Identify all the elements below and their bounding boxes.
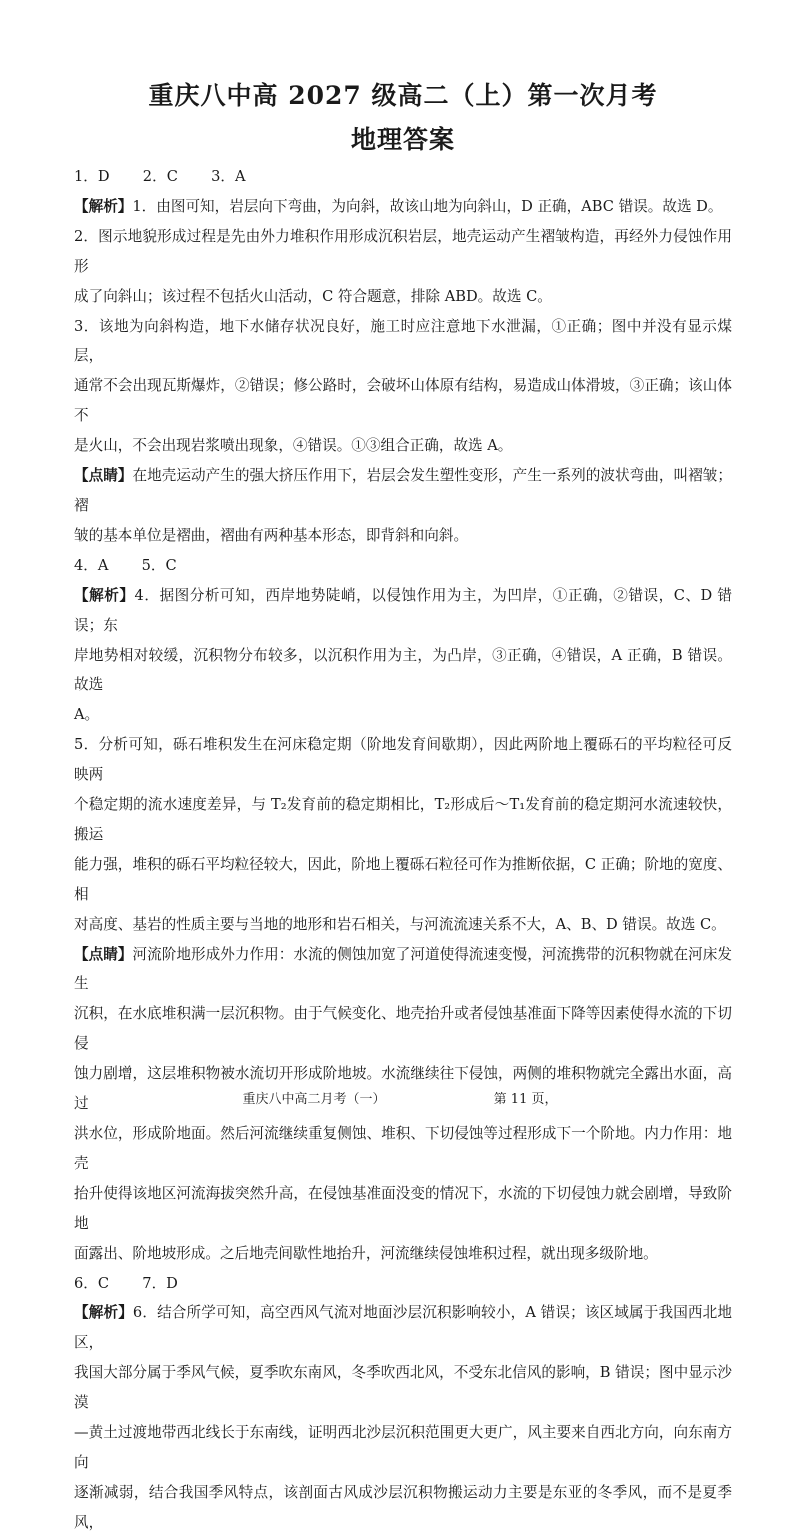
explanation-line: [74, 461, 732, 521]
explanation-line: [74, 521, 732, 551]
line-text: 岸地势相对较缓，沉积物分布较多，以沉积作用为主，为凸岸，③正确，④错误，A 正确，B 错误。故选: [74, 646, 732, 694]
section-tag: 【解析】: [74, 197, 133, 215]
line-text: 4．据图分析可知，西岸地势陡峭，以侵蚀作用为主，为凹岸，①正确，②错误，C、D 错误；东: [74, 586, 732, 634]
line-text: 洪水位，形成阶地面。然后河流继续重复侧蚀、堆积、下切侵蚀等过程形成下一个阶地。内力作用：地壳: [74, 1125, 732, 1172]
line-text: 我国大部分属于季风气候，夏季吹东南风，冬季吹西北风，不受东北信风的影响，B 错误；图中显示沙漠: [74, 1364, 732, 1412]
line-text: 通常不会出现瓦斯爆炸，②错误；修公路时，会破坏山体原有结构，易造成山体滑坡，③正确；该山体不: [74, 377, 732, 425]
explanation-line: [74, 790, 732, 850]
line-text: 3．该地为向斜构造，地下水储存状况良好，施工时应注意地下水泄漏，①正确；图中并没有显示煤层，: [74, 317, 732, 365]
explanation-line: [74, 1119, 732, 1179]
explanation-line: [74, 1478, 732, 1538]
line-text: 1．由图可知，岩层向下弯曲，为向斜，故该山地为向斜山，D 正确，ABC 错误。故选 D。: [132, 197, 723, 215]
line-text: 河流阶地形成外力作用：水流的侧蚀加宽了河道使得流速变慢，河流携带的沉积物就在河床发生: [74, 945, 732, 993]
page-title: 重庆八中高 2027 级高二（上）第一次月考: [148, 81, 658, 110]
section-tag: 【点睛】: [74, 945, 133, 963]
answer-key-line: [74, 551, 732, 581]
explanation-line: [74, 641, 732, 701]
explanation-line: [74, 282, 732, 312]
explanation-line: [74, 910, 732, 940]
explanation-line: [74, 1298, 732, 1358]
line-text: 蚀力剧增，这层堆积物被水流切开形成阶地坡。水流继续往下侵蚀，两侧的堆积物就完全露出水面，高过: [74, 1065, 732, 1113]
explanation-line: [74, 700, 732, 730]
explanation-line: [74, 999, 732, 1059]
explanation-line: [74, 1179, 732, 1239]
line-text: 5．分析可知，砾石堆积发生在河床稳定期（阶地发育间歇期），因此两阶地上覆砾石的平均粒径可反映两: [74, 736, 732, 784]
line-text: 6．结合所学可知，高空西风气流对地面沙层沉积影响较小，A 错误；该区域属于我国西北地区，: [74, 1304, 732, 1352]
line-text: 2．图示地貌形成过程是先由外力堆积作用形成沉积岩层，地壳运动产生褶皱构造，再经外力侵蚀作用形: [74, 227, 732, 275]
explanation-line: [74, 431, 732, 461]
explanation-line: [74, 730, 732, 790]
line-text: 皱的基本单位是褶曲，褶曲有两种基本形态，即背斜和向斜。: [74, 526, 469, 544]
explanation-line: [74, 1358, 732, 1418]
line-text: 在地壳运动产生的强大挤压作用下，岩层会发生塑性变形，产生一系列的波状弯曲，叫褶皱；褶: [74, 467, 732, 514]
footer-page-number: 第 11 页，: [493, 1092, 558, 1107]
explanation-line: [74, 222, 732, 282]
explanation-line: [74, 581, 732, 641]
answer-key-line: [74, 1269, 732, 1299]
line-text: 对高度、基岩的性质主要与当地的地形和岩石相关，与河流流速关系不大，A、B、D 错误。故选 C。: [74, 915, 726, 933]
line-text: 1．D 2．C 3．A: [74, 168, 246, 185]
explanation-line: [74, 192, 732, 222]
section-tag: 【点睛】: [74, 467, 133, 485]
line-text: 沉积，在水底堆积满一层沉积物。由于气候变化、地壳抬升或者侵蚀基准面下降等因素使得水流的下切侵: [74, 1005, 732, 1053]
line-text: 个稳定期的流水速度差异，与 T₂发育前的稳定期相比，T₂形成后～T₁发育前的稳定期河水流速较快，搬运: [74, 796, 732, 843]
explanation-line: [74, 940, 732, 1000]
line-text: A。: [74, 706, 100, 724]
line-text: 4．A 5．C: [74, 556, 177, 574]
line-text: 面露出、阶地坡形成。之后地壳间歇性地抬升，河流继续侵蚀堆积过程，就出现多级阶地。: [74, 1244, 658, 1262]
explanation-line: [74, 1239, 732, 1269]
explanation-line: [74, 1418, 732, 1478]
explanation-line: [74, 371, 732, 431]
line-text: 成了向斜山；该过程不包括火山活动，C 符合题意，排除 ABD。故选 C。: [74, 287, 552, 305]
page-footer: [0, 1090, 800, 1110]
answer-body: [74, 162, 732, 1538]
section-tag: 【解析】: [74, 1304, 133, 1322]
explanation-line: [74, 312, 732, 372]
answer-key-line: [74, 162, 732, 192]
line-text: 是火山，不会出现岩浆喷出现象，④错误。①③组合正确，故选 A。: [74, 437, 513, 455]
line-text: 逐渐减弱，结合我国季风特点，该剖面古风成沙层沉积物搬运动力主要是东亚的冬季风，而不是夏季风，: [74, 1483, 732, 1531]
section-tag: 【解析】: [74, 586, 135, 604]
line-text: 6．C 7．D: [74, 1274, 178, 1292]
line-text: 能力强，堆积的砾石平均粒径较大，因此，阶地上覆砾石粒径可作为推断依据，C 正确；阶地的宽度、相: [74, 855, 732, 903]
explanation-line: [74, 850, 732, 910]
page-subtitle: 地理答案: [350, 125, 455, 154]
line-text: 抬升使得该地区河流海拔突然升高，在侵蚀基准面没变的情况下，水流的下切侵蚀力就会剧增，导致阶地: [74, 1184, 732, 1232]
footer-exam-name: 重庆八中高二月考（一）: [242, 1092, 386, 1107]
line-text: —黄土过渡地带西北线长于东南线，证明西北沙层沉积范围更大更广，风主要来自西北方向，向东南方向: [74, 1424, 732, 1471]
